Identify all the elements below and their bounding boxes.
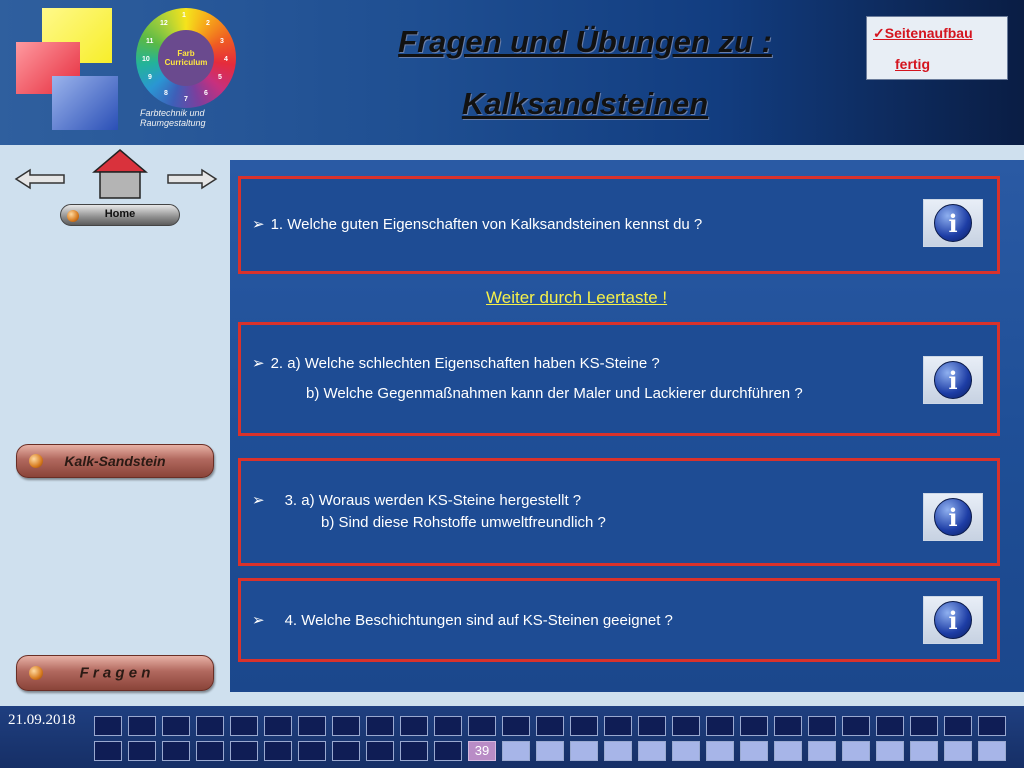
page-nav-square[interactable] bbox=[536, 716, 564, 736]
page-nav-square[interactable] bbox=[638, 716, 666, 736]
question-3-line-1 bbox=[252, 491, 581, 509]
kalk-sandstein-button[interactable] bbox=[16, 444, 214, 478]
page-nav-square[interactable] bbox=[910, 716, 938, 736]
weiter-link[interactable]: Weiter durch Leertaste ! bbox=[486, 288, 668, 307]
question-1-line-1 bbox=[252, 215, 702, 233]
decor-blue-square bbox=[52, 76, 118, 130]
question-text: 1. Welche guten Eigenschaften von Kalksandsteinen kennst du ? bbox=[270, 216, 703, 233]
status-box[interactable] bbox=[866, 16, 1008, 80]
page-nav-square[interactable] bbox=[502, 741, 530, 761]
forward-arrow-icon[interactable] bbox=[166, 168, 218, 190]
logo-number: 7 bbox=[184, 96, 188, 103]
page-nav-square[interactable] bbox=[264, 716, 292, 736]
page-nav-square[interactable] bbox=[230, 741, 258, 761]
question-text: 4. Welche Beschichtungen sind auf KS-Steinen geeignet ? bbox=[284, 612, 673, 629]
footer-date: 21.09.2018 bbox=[8, 712, 76, 728]
info-icon: i bbox=[934, 361, 972, 399]
farb-curriculum-logo bbox=[136, 8, 236, 108]
logo-number: 2 bbox=[206, 20, 210, 27]
question-2-line-1 bbox=[252, 354, 660, 372]
page-nav-square[interactable] bbox=[978, 741, 1006, 761]
page-nav-square[interactable] bbox=[706, 716, 734, 736]
page-nav-square[interactable] bbox=[366, 741, 394, 761]
logo-number: 5 bbox=[218, 74, 222, 81]
logo-number: 11 bbox=[146, 38, 154, 45]
page-nav-square[interactable] bbox=[876, 741, 904, 761]
logo-number: 12 bbox=[160, 20, 168, 27]
question-text: 2. a) Welche schlechten Eigenschaften haben KS-Steine ? bbox=[270, 355, 660, 372]
question-text: 3. a) Woraus werden KS-Steine hergestellt ? bbox=[284, 492, 582, 509]
logo-number: 8 bbox=[164, 90, 168, 97]
page-nav-square[interactable] bbox=[162, 716, 190, 736]
page-nav-square[interactable] bbox=[740, 716, 768, 736]
logo-number: 6 bbox=[204, 90, 208, 97]
page-nav-square[interactable] bbox=[536, 741, 564, 761]
page-nav-square[interactable] bbox=[672, 716, 700, 736]
page-nav-square[interactable] bbox=[570, 716, 598, 736]
info-button-4[interactable] bbox=[923, 596, 983, 644]
back-arrow-icon[interactable] bbox=[14, 168, 66, 190]
logo-caption: Farbtechnik und Raumgestaltung bbox=[140, 108, 206, 128]
page-nav-square[interactable] bbox=[332, 741, 360, 761]
page-nav-square[interactable] bbox=[94, 716, 122, 736]
logo-number: 3 bbox=[220, 38, 224, 45]
page-nav-square[interactable] bbox=[876, 716, 904, 736]
page-nav-square[interactable] bbox=[196, 716, 224, 736]
status-line-2[interactable]: fertig bbox=[895, 56, 930, 72]
status-line-1[interactable]: ✓Seitenaufbau bbox=[873, 25, 973, 41]
page-nav-square[interactable] bbox=[128, 741, 156, 761]
page-nav-square[interactable] bbox=[808, 716, 836, 736]
fragen-button[interactable] bbox=[16, 655, 214, 691]
info-icon: i bbox=[934, 601, 972, 639]
home-button-label: Home bbox=[104, 208, 136, 220]
page-nav-square[interactable] bbox=[400, 741, 428, 761]
page-nav-square[interactable] bbox=[298, 716, 326, 736]
question-4-line-1 bbox=[252, 611, 673, 629]
info-button-3[interactable] bbox=[923, 493, 983, 541]
page-nav-square[interactable] bbox=[740, 741, 768, 761]
logo-number: 9 bbox=[148, 74, 152, 81]
page-nav-square[interactable] bbox=[638, 741, 666, 761]
page-nav-square[interactable] bbox=[706, 741, 734, 761]
logo-number: 4 bbox=[224, 56, 228, 63]
logo-number: 10 bbox=[142, 56, 150, 63]
page-nav-square[interactable] bbox=[434, 741, 462, 761]
page-nav-square[interactable] bbox=[400, 716, 428, 736]
page-nav-square[interactable] bbox=[944, 741, 972, 761]
page-nav-square[interactable] bbox=[230, 716, 258, 736]
page-nav-square[interactable] bbox=[434, 716, 462, 736]
info-icon: i bbox=[934, 204, 972, 242]
bullet-arrow-icon: ➢ bbox=[252, 492, 265, 509]
page-nav-square[interactable] bbox=[366, 716, 394, 736]
question-box-2 bbox=[238, 322, 1000, 436]
page-nav-square[interactable] bbox=[978, 716, 1006, 736]
info-button-1[interactable] bbox=[923, 199, 983, 247]
info-button-2[interactable] bbox=[923, 356, 983, 404]
page-nav-square[interactable] bbox=[162, 741, 190, 761]
page-nav-square[interactable] bbox=[264, 741, 292, 761]
page-nav-square[interactable] bbox=[196, 741, 224, 761]
page-nav-square[interactable] bbox=[298, 741, 326, 761]
page-nav-square[interactable] bbox=[604, 741, 632, 761]
question-2-line-2: b) Welche Gegenmaßnahmen kann der Maler und Lackierer durchführen ? bbox=[306, 385, 803, 402]
page-nav-square[interactable] bbox=[842, 716, 870, 736]
page-title: Fragen und Übungen zu : bbox=[398, 24, 772, 59]
page-nav-square[interactable] bbox=[808, 741, 836, 761]
page-nav-square[interactable] bbox=[842, 741, 870, 761]
info-icon: i bbox=[934, 498, 972, 536]
page-nav-square[interactable] bbox=[604, 716, 632, 736]
current-page-indicator[interactable]: 39 bbox=[468, 741, 496, 761]
logo-number: 1 bbox=[182, 12, 186, 19]
page-nav-square[interactable] bbox=[944, 716, 972, 736]
fragen-label: F r a g e n bbox=[79, 664, 151, 682]
bullet-arrow-icon: ➢ bbox=[252, 355, 265, 372]
home-button[interactable] bbox=[60, 204, 180, 226]
kalk-sandstein-label: Kalk-Sandstein bbox=[64, 453, 166, 469]
page-nav-square[interactable] bbox=[128, 716, 156, 736]
logo-name: Farb Curriculum bbox=[164, 49, 208, 67]
page-nav-square[interactable] bbox=[468, 716, 496, 736]
page-nav-square[interactable] bbox=[502, 716, 530, 736]
page-nav-square[interactable] bbox=[910, 741, 938, 761]
page-nav-square[interactable] bbox=[672, 741, 700, 761]
bullet-arrow-icon: ➢ bbox=[252, 216, 265, 233]
page-nav-square[interactable] bbox=[94, 741, 122, 761]
page-nav-square[interactable] bbox=[774, 716, 802, 736]
question-box-3 bbox=[238, 458, 1000, 566]
page-nav-square[interactable] bbox=[570, 741, 598, 761]
page-nav-square[interactable] bbox=[332, 716, 360, 736]
bullet-arrow-icon: ➢ bbox=[252, 612, 265, 629]
question-3-line-2: b) Sind diese Rohstoffe umweltfreundlich ? bbox=[321, 514, 606, 531]
logo-center bbox=[158, 30, 214, 86]
page-nav-square[interactable] bbox=[774, 741, 802, 761]
page-subtitle: Kalksandsteinen bbox=[461, 86, 709, 121]
home-house-icon[interactable] bbox=[92, 148, 148, 200]
